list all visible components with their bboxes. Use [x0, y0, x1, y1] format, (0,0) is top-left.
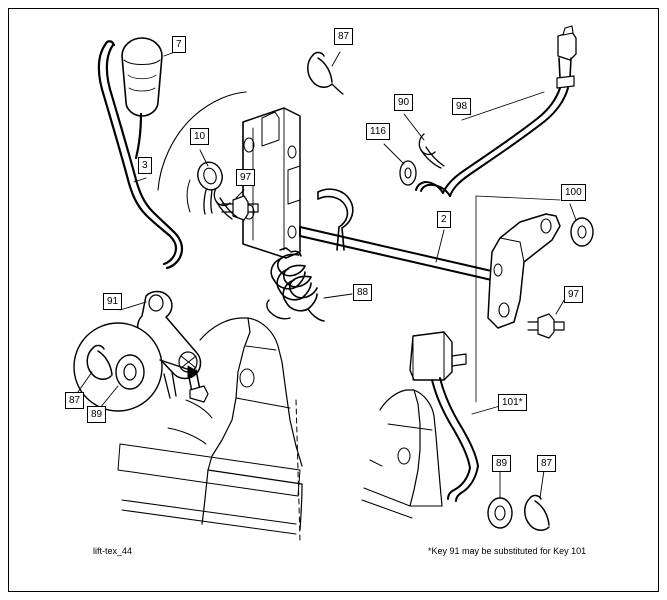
callout-label: 100 — [565, 187, 582, 198]
callout-label: 89 — [91, 409, 103, 420]
callout-label: 89 — [496, 458, 508, 469]
callout-91 — [103, 293, 122, 310]
callout-label: 91 — [107, 296, 119, 307]
callout-100 — [561, 184, 586, 201]
part-code-label: lift-tex_44 — [93, 546, 133, 556]
washer-100 — [571, 218, 593, 246]
washer-116 — [400, 161, 416, 185]
adjust-rod-98 — [416, 26, 576, 196]
callout-89-bottom — [492, 455, 511, 472]
callout-label: 87 — [338, 31, 350, 42]
link-rod-101 — [410, 332, 478, 501]
bolt-97-right — [528, 314, 564, 338]
callout-label: 90 — [398, 97, 410, 108]
callout-97-right — [564, 286, 583, 303]
hairpin-cotter-87-bottom — [525, 495, 549, 530]
knob-10 — [194, 159, 225, 214]
callout-89-detail — [87, 406, 106, 423]
callout-101 — [498, 394, 527, 411]
callout-87-bottom — [537, 455, 556, 472]
callout-7 — [172, 36, 186, 53]
callout-98 — [452, 98, 471, 115]
callout-label: 87 — [69, 395, 81, 406]
main-link-rod-2 — [300, 227, 496, 281]
callout-label: 3 — [142, 160, 148, 171]
washer-89-bottom — [488, 498, 512, 528]
callout-87-top — [334, 28, 353, 45]
callout-label: 98 — [456, 101, 468, 112]
callout-116 — [366, 123, 390, 140]
hairpin-cotter-87-top — [308, 52, 343, 94]
callout-label: 116 — [370, 126, 386, 137]
callout-label: 10 — [194, 131, 206, 142]
callout-label: 2 — [441, 214, 447, 225]
callout-97-upper — [236, 169, 255, 186]
callout-label: 87 — [541, 458, 553, 469]
footnote-text: *Key 91 may be substituted for Key 101 — [428, 546, 587, 556]
callout-label: 97 — [240, 172, 252, 183]
extension-spring-88 — [267, 248, 324, 321]
callout-87-detail — [65, 392, 84, 409]
callout-88 — [353, 284, 372, 301]
callout-label: 101* — [502, 397, 523, 408]
callout-label: 97 — [568, 289, 580, 300]
callout-90 — [394, 94, 413, 111]
callout-3 — [138, 157, 152, 174]
callout-label: 7 — [176, 39, 182, 50]
callout-10 — [190, 128, 209, 145]
callout-2 — [437, 211, 451, 228]
mower-deck-right — [362, 390, 442, 518]
right-lift-arm — [476, 196, 560, 402]
callout-label: 88 — [357, 287, 369, 298]
lever-grip-7 — [122, 38, 162, 116]
